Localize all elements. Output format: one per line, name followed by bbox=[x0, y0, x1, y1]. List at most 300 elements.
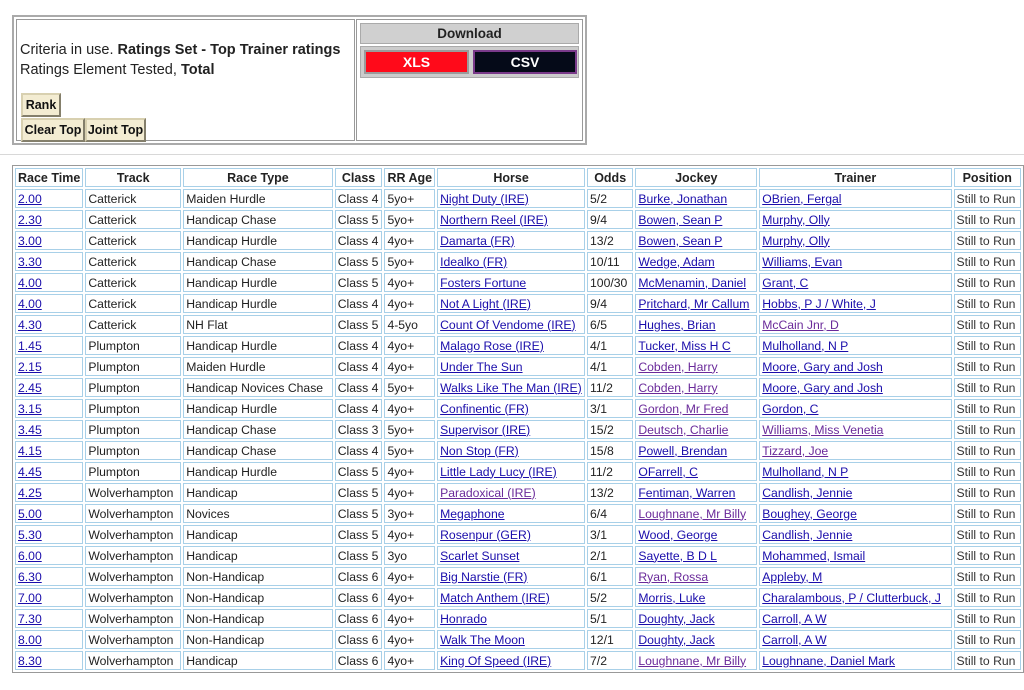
trainer-cell bbox=[759, 315, 951, 334]
race-type-cell: Non-Handicap bbox=[183, 588, 332, 607]
table-row bbox=[15, 210, 1021, 229]
header-jockey: Jockey bbox=[635, 168, 757, 187]
trainer-cell bbox=[759, 651, 951, 670]
trainer-cell bbox=[759, 420, 951, 439]
horse-cell bbox=[437, 546, 585, 565]
race-time-cell bbox=[15, 273, 83, 292]
rr-age-cell: 3yo bbox=[384, 546, 435, 565]
jockey-link[interactable]: Gordon, Mr Fred bbox=[638, 401, 729, 416]
horse-link[interactable]: Little Lady Lucy (IRE) bbox=[440, 464, 557, 479]
rr-age-cell: 4yo+ bbox=[384, 651, 435, 670]
position-cell: Still to Run bbox=[954, 609, 1022, 628]
odds-cell: 6/4 bbox=[587, 504, 633, 523]
ratings-element-label: Ratings Element Tested, bbox=[20, 62, 181, 78]
rr-age-cell: 4yo+ bbox=[384, 294, 435, 313]
horse-cell bbox=[437, 651, 585, 670]
race-time-link[interactable]: 8.30 bbox=[18, 653, 42, 668]
horse-cell bbox=[437, 189, 585, 208]
trainer-cell bbox=[759, 483, 951, 502]
race-type-cell: Handicap Hurdle bbox=[183, 336, 332, 355]
trainer-link[interactable]: Appleby, M bbox=[762, 569, 823, 584]
jockey-link[interactable]: Wedge, Adam bbox=[638, 254, 715, 269]
track-cell: Plumpton bbox=[85, 420, 181, 439]
trainer-link[interactable]: Mulholland, N P bbox=[762, 464, 849, 479]
class-cell: Class 6 bbox=[335, 609, 383, 628]
table-row bbox=[15, 630, 1021, 649]
odds-cell: 11/2 bbox=[587, 462, 633, 481]
table-row bbox=[15, 294, 1021, 313]
rr-age-cell: 3yo+ bbox=[384, 504, 435, 523]
header-class: Class bbox=[335, 168, 383, 187]
class-cell: Class 4 bbox=[335, 294, 383, 313]
odds-cell: 11/2 bbox=[587, 378, 633, 397]
trainer-cell bbox=[759, 231, 951, 250]
position-cell: Still to Run bbox=[954, 525, 1022, 544]
trainer-link[interactable]: McCain Jnr, D bbox=[762, 317, 839, 332]
odds-cell: 15/2 bbox=[587, 420, 633, 439]
race-type-cell: Non-Handicap bbox=[183, 609, 332, 628]
position-cell: Still to Run bbox=[954, 462, 1022, 481]
odds-cell: 3/1 bbox=[587, 399, 633, 418]
race-time-cell bbox=[15, 357, 83, 376]
jockey-link[interactable]: Cobden, Harry bbox=[638, 359, 718, 374]
position-cell: Still to Run bbox=[954, 336, 1022, 355]
trainer-link[interactable]: Candlish, Jennie bbox=[762, 527, 853, 542]
horse-cell bbox=[437, 231, 585, 250]
trainer-cell bbox=[759, 189, 951, 208]
trainer-link[interactable]: Murphy, Olly bbox=[762, 212, 830, 227]
position-cell: Still to Run bbox=[954, 399, 1022, 418]
download-title: Download bbox=[360, 23, 579, 44]
race-time-cell bbox=[15, 525, 83, 544]
class-cell: Class 4 bbox=[335, 378, 383, 397]
position-cell: Still to Run bbox=[954, 357, 1022, 376]
trainer-link[interactable]: Williams, Evan bbox=[762, 254, 843, 269]
jockey-cell bbox=[635, 336, 757, 355]
position-cell: Still to Run bbox=[954, 294, 1022, 313]
race-time-cell bbox=[15, 252, 83, 271]
horse-link[interactable]: Megaphone bbox=[440, 506, 505, 521]
race-time-link[interactable]: 4.25 bbox=[18, 485, 42, 500]
jockey-link[interactable]: Doughty, Jack bbox=[638, 632, 715, 647]
header-horse: Horse bbox=[437, 168, 585, 187]
class-cell: Class 4 bbox=[335, 231, 383, 250]
table-row bbox=[15, 399, 1021, 418]
jockey-link[interactable]: Deutsch, Charlie bbox=[638, 422, 729, 437]
race-time-link[interactable]: 7.00 bbox=[18, 590, 42, 605]
class-cell: Class 4 bbox=[335, 357, 383, 376]
race-type-cell: Handicap bbox=[183, 546, 332, 565]
jockey-cell bbox=[635, 357, 757, 376]
table-row bbox=[15, 273, 1021, 292]
trainer-link[interactable]: Hobbs, P J / White, J bbox=[762, 296, 876, 311]
rr-age-cell: 4-5yo bbox=[384, 315, 435, 334]
jockey-cell bbox=[635, 588, 757, 607]
position-cell: Still to Run bbox=[954, 441, 1022, 460]
track-cell: Catterick bbox=[85, 294, 181, 313]
race-time-cell bbox=[15, 210, 83, 229]
trainer-link[interactable]: Moore, Gary and Josh bbox=[762, 359, 883, 374]
jockey-link[interactable]: Morris, Luke bbox=[638, 590, 706, 605]
track-cell: Catterick bbox=[85, 210, 181, 229]
race-type-cell: NH Flat bbox=[183, 315, 332, 334]
race-type-cell: Handicap Chase bbox=[183, 441, 332, 460]
table-row bbox=[15, 525, 1021, 544]
criteria-text bbox=[20, 40, 340, 80]
horse-cell bbox=[437, 588, 585, 607]
trainer-cell bbox=[759, 462, 951, 481]
race-type-cell: Handicap Hurdle bbox=[183, 462, 332, 481]
horse-link[interactable]: Under The Sun bbox=[440, 359, 523, 374]
race-time-link[interactable]: 6.00 bbox=[18, 548, 42, 563]
horse-link[interactable]: Fosters Fortune bbox=[440, 275, 527, 290]
joint-top-button[interactable]: Joint Top bbox=[85, 118, 146, 142]
table-row bbox=[15, 546, 1021, 565]
table-row bbox=[15, 378, 1021, 397]
position-cell: Still to Run bbox=[954, 630, 1022, 649]
jockey-cell bbox=[635, 462, 757, 481]
rr-age-cell: 4yo+ bbox=[384, 609, 435, 628]
race-time-cell bbox=[15, 630, 83, 649]
jockey-link[interactable]: Loughnane, Mr Billy bbox=[638, 506, 747, 521]
race-time-cell bbox=[15, 336, 83, 355]
class-cell: Class 4 bbox=[335, 399, 383, 418]
trainer-link[interactable]: Grant, C bbox=[762, 275, 809, 290]
trainer-cell bbox=[759, 588, 951, 607]
table-header-row bbox=[15, 168, 1021, 187]
trainer-link[interactable]: Murphy, Olly bbox=[762, 233, 830, 248]
horse-link[interactable]: Big Narstie (FR) bbox=[440, 569, 528, 584]
track-cell: Catterick bbox=[85, 273, 181, 292]
jockey-cell bbox=[635, 231, 757, 250]
race-time-cell bbox=[15, 399, 83, 418]
jockey-link[interactable]: Hughes, Brian bbox=[638, 317, 716, 332]
table-row bbox=[15, 483, 1021, 502]
race-type-cell: Handicap Hurdle bbox=[183, 231, 332, 250]
trainer-link[interactable]: Carroll, A W bbox=[762, 611, 827, 626]
table-row bbox=[15, 189, 1021, 208]
track-cell: Wolverhampton bbox=[85, 630, 181, 649]
table-row bbox=[15, 651, 1021, 670]
track-cell: Catterick bbox=[85, 315, 181, 334]
rr-age-cell: 5yo+ bbox=[384, 378, 435, 397]
race-time-cell bbox=[15, 420, 83, 439]
divider bbox=[0, 154, 1024, 155]
horse-cell bbox=[437, 399, 585, 418]
rank-button[interactable]: Rank bbox=[21, 93, 61, 117]
rr-age-cell: 4yo+ bbox=[384, 483, 435, 502]
jockey-link[interactable]: Loughnane, Mr Billy bbox=[638, 653, 747, 668]
race-time-link[interactable]: 6.30 bbox=[18, 569, 42, 584]
race-time-link[interactable]: 7.30 bbox=[18, 611, 42, 626]
table-row bbox=[15, 420, 1021, 439]
race-type-cell: Handicap Chase bbox=[183, 252, 332, 271]
race-time-cell bbox=[15, 609, 83, 628]
track-cell: Wolverhampton bbox=[85, 609, 181, 628]
race-time-cell bbox=[15, 567, 83, 586]
race-type-cell: Handicap bbox=[183, 525, 332, 544]
horse-link[interactable]: Northern Reel (IRE) bbox=[440, 212, 548, 227]
horse-link[interactable]: Paradoxical (IRE) bbox=[440, 485, 536, 500]
race-type-cell: Handicap Novices Chase bbox=[183, 378, 332, 397]
table-row bbox=[15, 231, 1021, 250]
odds-cell: 10/11 bbox=[587, 252, 633, 271]
track-cell: Plumpton bbox=[85, 378, 181, 397]
trainer-cell bbox=[759, 546, 951, 565]
odds-cell: 5/2 bbox=[587, 189, 633, 208]
odds-cell: 4/1 bbox=[587, 357, 633, 376]
race-time-link[interactable]: 8.00 bbox=[18, 632, 42, 647]
horse-link[interactable]: Idealko (FR) bbox=[440, 254, 508, 269]
odds-cell: 13/2 bbox=[587, 483, 633, 502]
table-row bbox=[15, 441, 1021, 460]
trainer-cell bbox=[759, 399, 951, 418]
odds-cell: 2/1 bbox=[587, 546, 633, 565]
trainer-link[interactable]: Williams, Miss Venetia bbox=[762, 422, 884, 437]
trainer-link[interactable]: Carroll, A W bbox=[762, 632, 827, 647]
jockey-cell bbox=[635, 378, 757, 397]
trainer-link[interactable]: Mulholland, N P bbox=[762, 338, 849, 353]
odds-cell: 5/2 bbox=[587, 588, 633, 607]
jockey-link[interactable]: Powell, Brendan bbox=[638, 443, 728, 458]
header-race-time: Race Time bbox=[15, 168, 83, 187]
position-cell: Still to Run bbox=[954, 420, 1022, 439]
race-type-cell: Non-Handicap bbox=[183, 630, 332, 649]
criteria-panel bbox=[12, 15, 587, 145]
header-position: Position bbox=[954, 168, 1022, 187]
race-type-cell: Handicap Hurdle bbox=[183, 273, 332, 292]
rr-age-cell: 4yo+ bbox=[384, 525, 435, 544]
position-cell: Still to Run bbox=[954, 483, 1022, 502]
ratings-element-value: Total bbox=[180, 62, 215, 78]
horse-cell bbox=[437, 252, 585, 271]
header-race-type: Race Type bbox=[183, 168, 332, 187]
horse-link[interactable]: Match Anthem (IRE) bbox=[440, 590, 550, 605]
race-type-cell: Handicap bbox=[183, 483, 332, 502]
horse-cell bbox=[437, 336, 585, 355]
horse-link[interactable]: Supervisor (IRE) bbox=[440, 422, 531, 437]
trainer-cell bbox=[759, 357, 951, 376]
trainer-link[interactable]: Gordon, C bbox=[762, 401, 819, 416]
download-button-group bbox=[360, 46, 579, 78]
jockey-link[interactable]: Doughty, Jack bbox=[638, 611, 715, 626]
header-trainer: Trainer bbox=[759, 168, 951, 187]
rr-age-cell: 4yo+ bbox=[384, 336, 435, 355]
horse-link[interactable]: Count Of Vendome (IRE) bbox=[440, 317, 576, 332]
position-cell: Still to Run bbox=[954, 378, 1022, 397]
horse-cell bbox=[437, 315, 585, 334]
jockey-link[interactable]: Pritchard, Mr Callum bbox=[638, 296, 750, 311]
race-time-cell bbox=[15, 651, 83, 670]
race-time-link[interactable]: 5.00 bbox=[18, 506, 42, 521]
race-time-link[interactable]: 5.30 bbox=[18, 527, 42, 542]
race-time-link[interactable]: 2.00 bbox=[18, 191, 42, 206]
horse-cell bbox=[437, 630, 585, 649]
horse-cell bbox=[437, 525, 585, 544]
class-cell: Class 5 bbox=[335, 210, 383, 229]
track-cell: Plumpton bbox=[85, 336, 181, 355]
race-time-link[interactable]: 4.00 bbox=[18, 275, 42, 290]
race-time-cell bbox=[15, 588, 83, 607]
horse-link[interactable]: Non Stop (FR) bbox=[440, 443, 519, 458]
position-cell: Still to Run bbox=[954, 210, 1022, 229]
jockey-link[interactable]: Fentiman, Warren bbox=[638, 485, 736, 500]
jockey-link[interactable]: Sayette, B D L bbox=[638, 548, 717, 563]
horse-link[interactable]: King Of Speed (IRE) bbox=[440, 653, 552, 668]
track-cell: Plumpton bbox=[85, 399, 181, 418]
rr-age-cell: 5yo+ bbox=[384, 441, 435, 460]
horse-cell bbox=[437, 420, 585, 439]
table-row bbox=[15, 588, 1021, 607]
jockey-link[interactable]: Bowen, Sean P bbox=[638, 233, 723, 248]
track-cell: Wolverhampton bbox=[85, 567, 181, 586]
trainer-link[interactable]: Tizzard, Joe bbox=[762, 443, 829, 458]
table-row bbox=[15, 315, 1021, 334]
horse-link[interactable]: Confinentic (FR) bbox=[440, 401, 529, 416]
race-type-cell: Handicap Chase bbox=[183, 210, 332, 229]
table-row bbox=[15, 252, 1021, 271]
odds-cell: 100/30 bbox=[587, 273, 633, 292]
horse-link[interactable]: Rosenpur (GER) bbox=[440, 527, 531, 542]
race-time-cell bbox=[15, 483, 83, 502]
race-time-cell bbox=[15, 294, 83, 313]
race-time-link[interactable]: 4.00 bbox=[18, 296, 42, 311]
jockey-cell bbox=[635, 630, 757, 649]
criteria-cell bbox=[16, 19, 355, 141]
header-odds: Odds bbox=[587, 168, 633, 187]
class-cell: Class 5 bbox=[335, 273, 383, 292]
race-type-cell: Handicap Hurdle bbox=[183, 399, 332, 418]
jockey-cell bbox=[635, 483, 757, 502]
jockey-cell bbox=[635, 441, 757, 460]
race-time-link[interactable]: 3.45 bbox=[18, 422, 42, 437]
position-cell: Still to Run bbox=[954, 189, 1022, 208]
position-cell: Still to Run bbox=[954, 567, 1022, 586]
track-cell: Wolverhampton bbox=[85, 588, 181, 607]
clear-top-button[interactable]: Clear Top bbox=[21, 118, 85, 142]
trainer-cell bbox=[759, 336, 951, 355]
jockey-cell bbox=[635, 609, 757, 628]
trainer-link[interactable]: Boughey, George bbox=[762, 506, 857, 521]
jockey-link[interactable]: Wood, George bbox=[638, 527, 718, 542]
jockey-cell bbox=[635, 315, 757, 334]
odds-cell: 12/1 bbox=[587, 630, 633, 649]
rr-age-cell: 5yo+ bbox=[384, 252, 435, 271]
odds-cell: 6/1 bbox=[587, 567, 633, 586]
race-time-link[interactable]: 2.45 bbox=[18, 380, 42, 395]
race-type-cell: Handicap bbox=[183, 651, 332, 670]
race-type-cell: Maiden Hurdle bbox=[183, 357, 332, 376]
race-time-cell bbox=[15, 231, 83, 250]
horse-link[interactable]: Night Duty (IRE) bbox=[440, 191, 529, 206]
trainer-cell bbox=[759, 630, 951, 649]
race-time-link[interactable]: 3.30 bbox=[18, 254, 42, 269]
table-row bbox=[15, 336, 1021, 355]
horse-cell bbox=[437, 210, 585, 229]
trainer-link[interactable]: Loughnane, Daniel Mark bbox=[762, 653, 896, 668]
horse-link[interactable]: Not A Light (IRE) bbox=[440, 296, 531, 311]
odds-cell: 3/1 bbox=[587, 525, 633, 544]
xls-download-button[interactable]: XLS bbox=[364, 50, 469, 74]
trainer-link[interactable]: Charalambous, P / Clutterbuck, J bbox=[762, 590, 941, 605]
race-time-cell bbox=[15, 546, 83, 565]
horse-link[interactable]: Walks Like The Man (IRE) bbox=[440, 380, 582, 395]
class-cell: Class 5 bbox=[335, 525, 383, 544]
header-rr-age: RR Age bbox=[384, 168, 435, 187]
race-time-link[interactable]: 4.45 bbox=[18, 464, 42, 479]
class-cell: Class 3 bbox=[335, 420, 383, 439]
track-cell: Plumpton bbox=[85, 462, 181, 481]
jockey-link[interactable]: Ryan, Rossa bbox=[638, 569, 709, 584]
jockey-cell bbox=[635, 210, 757, 229]
trainer-link[interactable]: Mohammed, Ismail bbox=[762, 548, 866, 563]
horse-link[interactable]: Scarlet Sunset bbox=[440, 548, 520, 563]
trainer-cell bbox=[759, 504, 951, 523]
race-time-link[interactable]: 3.00 bbox=[18, 233, 42, 248]
track-cell: Wolverhampton bbox=[85, 546, 181, 565]
position-cell: Still to Run bbox=[954, 588, 1022, 607]
jockey-link[interactable]: Burke, Jonathan bbox=[638, 191, 728, 206]
race-type-cell: Handicap Chase bbox=[183, 420, 332, 439]
jockey-link[interactable]: McMenamin, Daniel bbox=[638, 275, 747, 290]
results-table bbox=[12, 165, 1024, 673]
trainer-link[interactable]: OBrien, Fergal bbox=[762, 191, 842, 206]
race-type-cell: Handicap Hurdle bbox=[183, 294, 332, 313]
race-time-link[interactable]: 3.15 bbox=[18, 401, 42, 416]
odds-cell: 9/4 bbox=[587, 210, 633, 229]
jockey-link[interactable]: OFarrell, C bbox=[638, 464, 698, 479]
race-type-cell: Novices bbox=[183, 504, 332, 523]
race-time-link[interactable]: 4.15 bbox=[18, 443, 42, 458]
class-cell: Class 5 bbox=[335, 483, 383, 502]
race-time-cell bbox=[15, 315, 83, 334]
race-time-link[interactable]: 1.45 bbox=[18, 338, 42, 353]
race-time-link[interactable]: 2.30 bbox=[18, 212, 42, 227]
horse-link[interactable]: Walk The Moon bbox=[440, 632, 525, 647]
horse-cell bbox=[437, 567, 585, 586]
jockey-cell bbox=[635, 252, 757, 271]
table-row bbox=[15, 504, 1021, 523]
race-time-link[interactable]: 2.15 bbox=[18, 359, 42, 374]
jockey-link[interactable]: Tucker, Miss H C bbox=[638, 338, 731, 353]
rr-age-cell: 4yo+ bbox=[384, 273, 435, 292]
trainer-cell bbox=[759, 294, 951, 313]
rr-age-cell: 5yo+ bbox=[384, 210, 435, 229]
csv-download-button[interactable]: CSV bbox=[473, 50, 577, 74]
position-cell: Still to Run bbox=[954, 315, 1022, 334]
horse-cell bbox=[437, 378, 585, 397]
horse-link[interactable]: Damarta (FR) bbox=[440, 233, 515, 248]
rr-age-cell: 4yo+ bbox=[384, 567, 435, 586]
race-time-link[interactable]: 4.30 bbox=[18, 317, 42, 332]
trainer-cell bbox=[759, 210, 951, 229]
horse-link[interactable]: Honrado bbox=[440, 611, 487, 626]
track-cell: Catterick bbox=[85, 189, 181, 208]
track-cell: Wolverhampton bbox=[85, 483, 181, 502]
class-cell: Class 6 bbox=[335, 567, 383, 586]
odds-cell: 6/5 bbox=[587, 315, 633, 334]
rr-age-cell: 4yo+ bbox=[384, 462, 435, 481]
trainer-link[interactable]: Candlish, Jennie bbox=[762, 485, 853, 500]
jockey-link[interactable]: Cobden, Harry bbox=[638, 380, 718, 395]
horse-link[interactable]: Malago Rose (IRE) bbox=[440, 338, 544, 353]
jockey-link[interactable]: Bowen, Sean P bbox=[638, 212, 723, 227]
trainer-link[interactable]: Moore, Gary and Josh bbox=[762, 380, 883, 395]
race-time-cell bbox=[15, 504, 83, 523]
horse-cell bbox=[437, 609, 585, 628]
jockey-cell bbox=[635, 651, 757, 670]
trainer-cell bbox=[759, 273, 951, 292]
